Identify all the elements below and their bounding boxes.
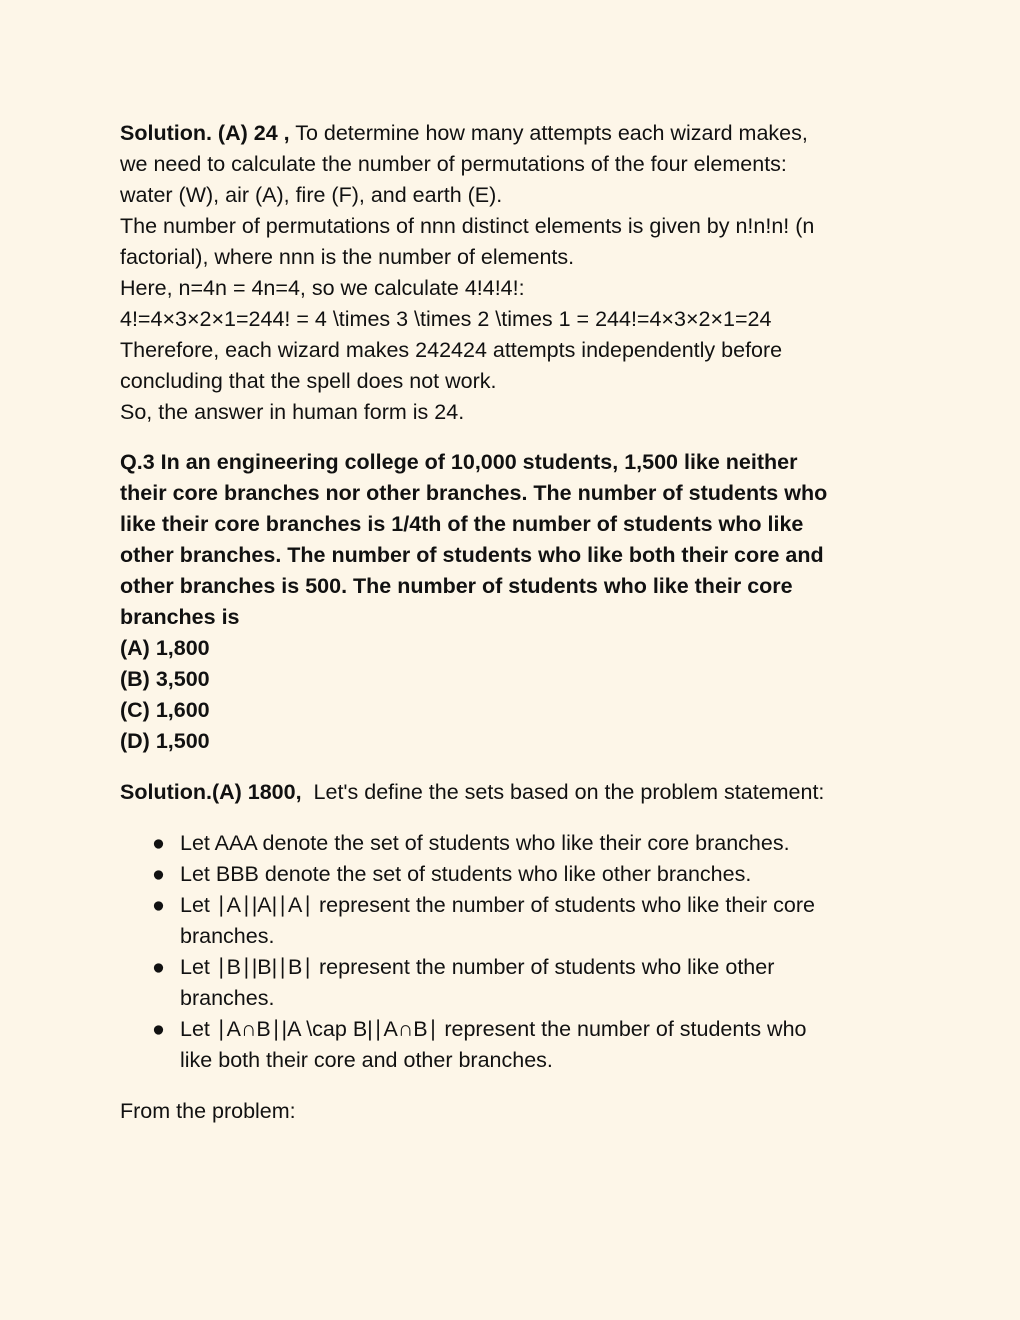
from-the-problem: From the problem: — [120, 1099, 296, 1123]
solution-1-line-8: Therefore, each wizard makes 242424 attempts independently before — [120, 338, 783, 362]
list-item: ● Let AAA denote the set of students who like their core branches. — [120, 828, 900, 859]
question-3-line-6: branches is — [120, 605, 240, 629]
bullet-icon: ● — [152, 862, 165, 886]
option-c: (C) 1,600 — [120, 698, 210, 722]
solution-2-label: Solution.(A) 1800, — [120, 780, 302, 804]
option-d: (D) 1,500 — [120, 729, 210, 753]
solution-2 — [120, 777, 900, 1127]
list-item: ● Let ∣A∩B∣|A \cap B|∣A∩B∣ represent the number of students who like both their core and other branches. — [120, 1014, 900, 1076]
solution-1-line-5: factorial), where nnn is the number of elements. — [120, 245, 575, 269]
solution-1-line-2: we need to calculate the number of permutations of the four elements: — [120, 152, 787, 176]
solution-1-line-7: 4!=4×3×2×1=244! = 4 \times 3 \times 2 \times 1 = 244!=4×3×2×1=24 — [120, 307, 772, 331]
solution-2-intro: Solution.(A) 1800, Let's define the sets based on the problem statement: — [120, 780, 825, 804]
list-item: ● Let ∣B∣|B|∣B∣ represent the number of students who like other branches. — [120, 952, 900, 1014]
list-item: ● Let BBB denote the set of students who like other branches. — [120, 859, 900, 890]
solution-1-line-6: Here, n=4n = 4n=4, so we calculate 4!4!4!: — [120, 276, 525, 300]
bullet-icon: ● — [152, 1017, 165, 1041]
solution-1-line-10: So, the answer in human form is 24. — [120, 400, 465, 424]
option-b: (B) 3,500 — [120, 667, 210, 691]
solution-1-label: Solution. (A) 24 , — [120, 121, 290, 145]
list-item: ● Let ∣A∣|A|∣A∣ represent the number of students who like their core branches. — [120, 890, 900, 952]
option-a: (A) 1,800 — [120, 636, 210, 660]
solution-1-line-4: The number of permutations of nnn distinct elements is given by n!n!n! (n — [120, 214, 815, 238]
question-3-line-1: Q.3 In an engineering college of 10,000 students, 1,500 like neither — [120, 450, 798, 474]
solution-1-line-3: water (W), air (A), fire (F), and earth (E). — [120, 183, 503, 207]
solution-1-line-1: Solution. (A) 24 , To determine how many attempts each wizard makes, — [120, 121, 808, 145]
question-3 — [120, 447, 900, 757]
question-3-line-5: other branches is 500. The number of students who like their core — [120, 574, 793, 598]
bullet-icon: ● — [152, 831, 165, 855]
question-3-line-4: other branches. The number of students who like both their core and — [120, 543, 824, 567]
document-page — [120, 118, 900, 1127]
solution-1-line-9: concluding that the spell does not work. — [120, 369, 497, 393]
bullet-icon: ● — [152, 955, 165, 979]
question-3-line-2: their core branches nor other branches. The number of students who — [120, 481, 828, 505]
bullet-icon: ● — [152, 893, 165, 917]
question-3-line-3: like their core branches is 1/4th of the number of students who like — [120, 512, 804, 536]
solution-1 — [120, 118, 900, 428]
definitions-list — [120, 828, 900, 1076]
